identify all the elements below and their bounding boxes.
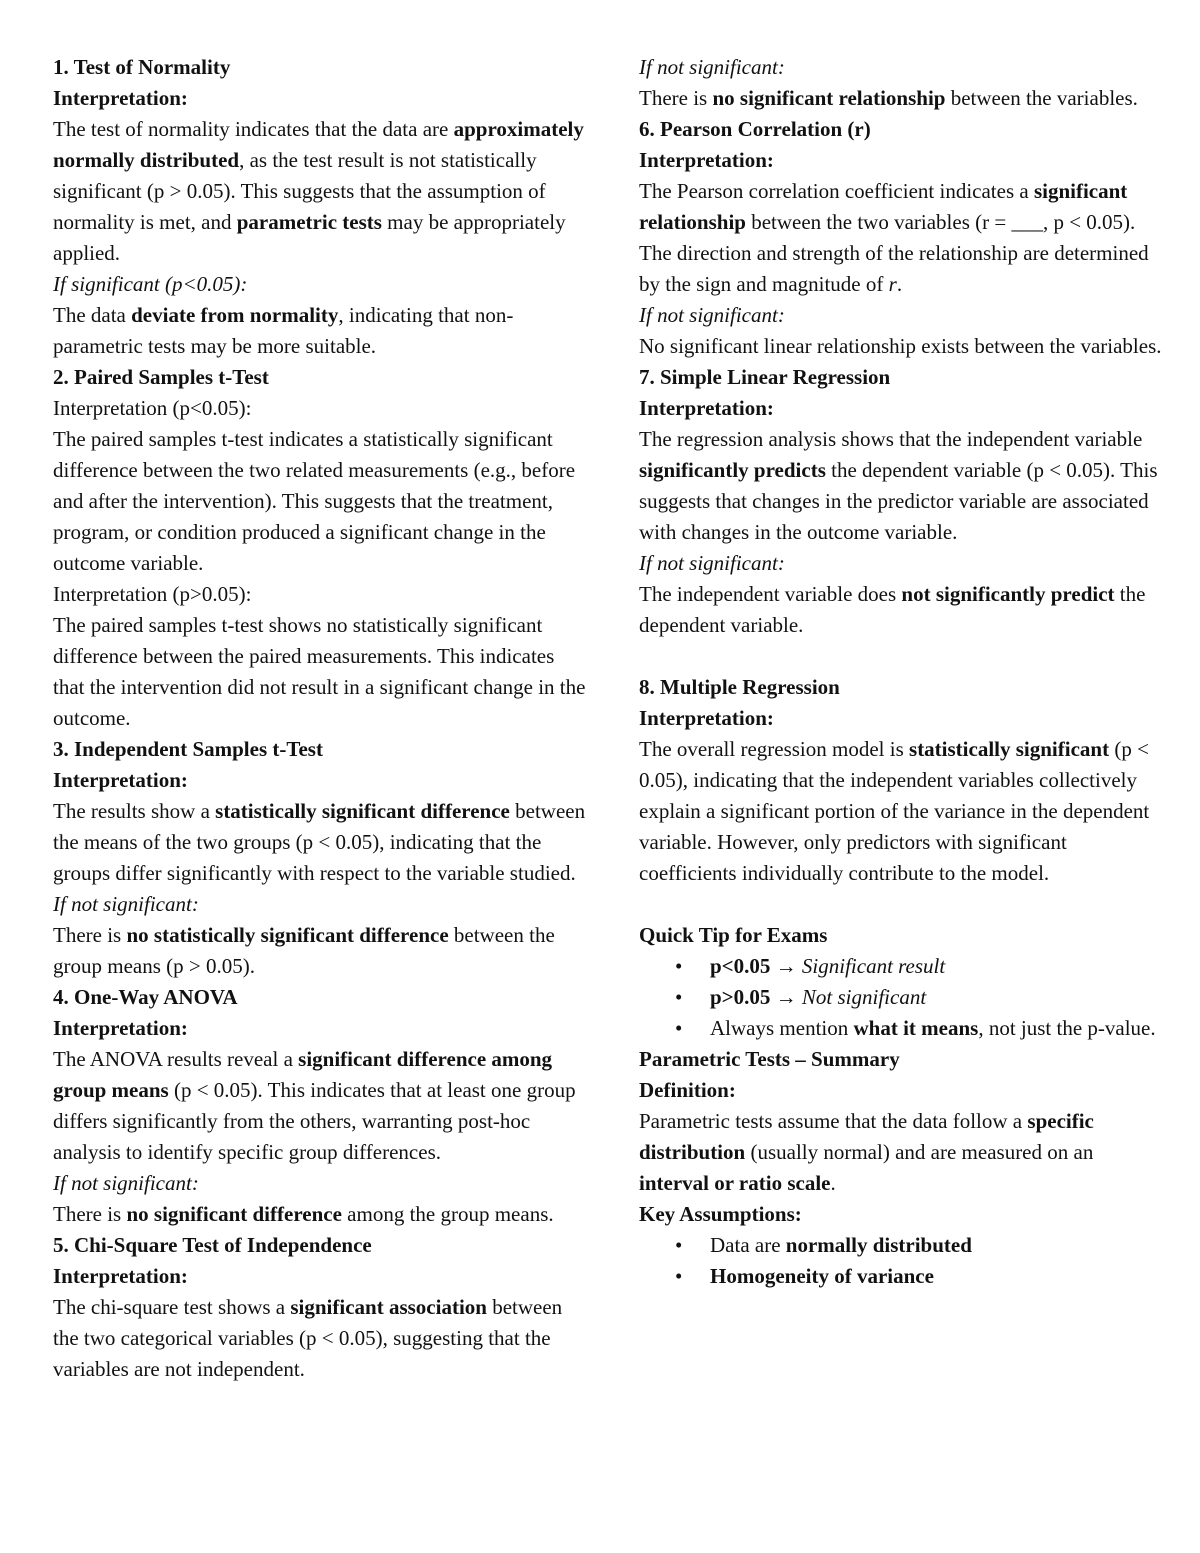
interpretation-label: Interpretation:	[53, 1016, 188, 1040]
definition-body: Parametric tests assume that the data follow a specific distribution (usually normal) and are measured on an interval or ratio scale.	[639, 1109, 1094, 1195]
section-title-anova: 4. One-Way ANOVA	[53, 985, 238, 1009]
quick-tip-title: Quick Tip for Exams	[639, 923, 828, 947]
list-item: • Always mention what it means, not just the p-value.	[639, 1013, 1164, 1044]
key-assumptions-label: Key Assumptions:	[639, 1202, 802, 1226]
bullet-icon: •	[675, 1264, 683, 1288]
list-item: • Homogeneity of variance	[639, 1261, 1164, 1292]
section-title-simple-regression: 7. Simple Linear Regression	[639, 365, 891, 389]
paired-sig-body: The paired samples t-test indicates a statistically significant difference between the two related measurements (e.g., before and after the intervention). This suggests that the treatment, program, or condition produced a significant change in the outcome variable.	[53, 427, 576, 575]
independent-alt-body: There is no statistically significant difference between the group means (p > 0.05).	[53, 923, 555, 978]
definition-label: Definition:	[639, 1078, 736, 1102]
interpretation-label: Interpretation:	[53, 768, 188, 792]
bullet-icon: •	[675, 1016, 683, 1040]
simple-regression-body: The regression analysis shows that the independent variable significantly predicts the dependent variable (p < 0.05). This suggests that changes in the predictor variable are associated with changes in the outcome variable.	[639, 427, 1158, 544]
chi-square-body: The chi-square test shows a significant association between the two categorical variables (p < 0.05), suggesting that the variables are not independent.	[53, 1295, 563, 1381]
chi-square-alt-body: There is no significant relationship between the variables.	[639, 86, 1138, 110]
if-not-significant-label: If not significant:	[639, 303, 785, 327]
pearson-alt-body: No significant linear relationship exists between the variables.	[639, 334, 1162, 358]
left-column	[53, 52, 588, 1385]
spacer	[639, 889, 1164, 920]
independent-body: The results show a statistically significant difference between the means of the two groups (p < 0.05), indicating that the groups differ significantly with respect to the variable studied.	[53, 799, 586, 885]
section-title-pearson: 6. Pearson Correlation (r)	[639, 117, 871, 141]
list-item: • p<0.05 → Significant result	[639, 951, 1164, 982]
simple-regression-alt-body: The independent variable does not significantly predict the dependent variable.	[639, 582, 1146, 637]
interpretation-sig-label: Interpretation (p<0.05):	[53, 396, 252, 420]
bullet-icon: •	[675, 1233, 683, 1257]
anova-alt-body: There is no significant difference among the group means.	[53, 1202, 554, 1226]
bullet-icon: •	[675, 985, 683, 1009]
section-title-multiple-regression: 8. Multiple Regression	[639, 675, 840, 699]
if-not-significant-label: If not significant:	[639, 551, 785, 575]
section-title-normality: 1. Test of Normality	[53, 55, 231, 79]
interpretation-label: Interpretation:	[53, 86, 188, 110]
interpretation-label: Interpretation:	[639, 706, 774, 730]
if-significant-label: If significant (p<0.05):	[53, 272, 248, 296]
interpretation-label: Interpretation:	[53, 1264, 188, 1288]
assumptions-list	[639, 1230, 1164, 1292]
multiple-regression-body: The overall regression model is statistically significant (p < 0.05), indicating that the independent variables collectively explain a significant portion of the variance in the dependent variable. However, only predictors with significant coefficients individually contribute to the model.	[639, 737, 1150, 885]
if-not-significant-label: If not significant:	[53, 892, 199, 916]
if-not-significant-label: If not significant:	[53, 1171, 199, 1195]
section-title-independent-t: 3. Independent Samples t-Test	[53, 737, 323, 761]
pearson-body: The Pearson correlation coefficient indicates a significant relationship between the two variables (r = ___, p < 0.05). The direction and strength of the relationship are determined by the sign and magnitude of r.	[639, 179, 1149, 296]
spacer	[639, 641, 1164, 672]
interpretation-label: Interpretation:	[639, 396, 774, 420]
section-title-paired-t: 2. Paired Samples t-Test	[53, 365, 269, 389]
normality-body: The test of normality indicates that the data are approximately normally distributed, as the test result is not statistically significant (p > 0.05). This suggests that the assumption of normality is met, and parametric tests may be appropriately applied.	[53, 117, 584, 265]
quick-tip-list	[639, 951, 1164, 1044]
parametric-summary-title: Parametric Tests – Summary	[639, 1047, 900, 1071]
section-title-chi-square: 5. Chi-Square Test of Independence	[53, 1233, 372, 1257]
list-item: • Data are normally distributed	[639, 1230, 1164, 1261]
anova-body: The ANOVA results reveal a significant difference among group means (p < 0.05). This indicates that at least one group differs significantly from the others, warranting post-hoc analysis to identify specific group differences.	[53, 1047, 576, 1164]
list-item: • p>0.05 → Not significant	[639, 982, 1164, 1013]
normality-alt-body: The data deviate from normality, indicating that non-parametric tests may be more suitable.	[53, 303, 514, 358]
interpretation-label: Interpretation:	[639, 148, 774, 172]
if-not-significant-label: If not significant:	[639, 55, 785, 79]
right-column	[639, 52, 1164, 1292]
interpretation-ns-label: Interpretation (p>0.05):	[53, 582, 252, 606]
paired-ns-body: The paired samples t-test shows no statistically significant difference between the paired measurements. This indicates that the intervention did not result in a significant change in the outcome.	[53, 613, 586, 730]
bullet-icon: •	[675, 954, 683, 978]
